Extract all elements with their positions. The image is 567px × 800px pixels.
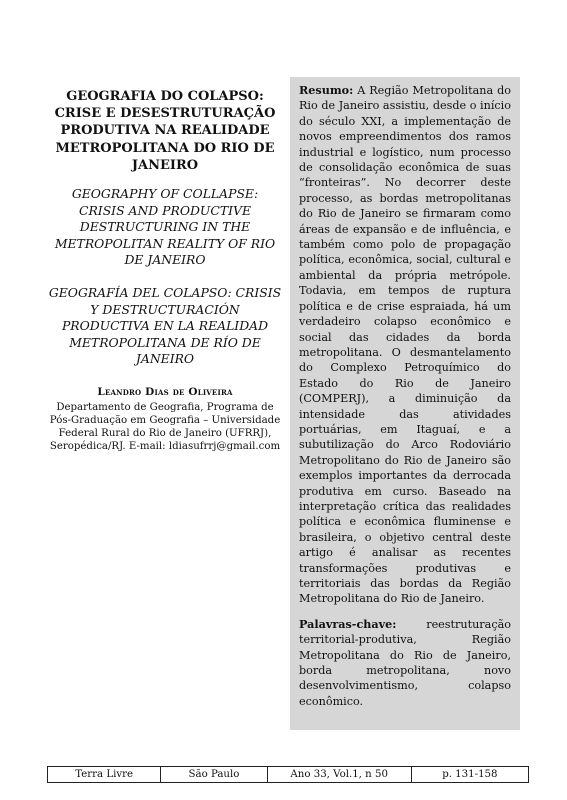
title-spanish: GEOGRAFÍA DEL COLAPSO: CRISIS Y DESTRUCTURACIÓN PRODUCTIVA EN LA REALIDAD METROPOLITANA DE RÍO DE JANEIRO: [48, 284, 282, 367]
author-name: Leandro Dias de Oliveira: [97, 385, 233, 398]
title-block: [48, 88, 282, 453]
abstract-box: [290, 77, 520, 730]
footer-journal: Terra Livre: [48, 767, 161, 782]
title-portuguese: GEOGRAFIA DO COLAPSO: CRISE E DESESTRUTURAÇÃO PRODUTIVA NA REALIDADE METROPOLITANA DO RIO DE JANEIRO: [54, 89, 276, 173]
abstract-paragraph: [299, 83, 511, 607]
abstract-label: Resumo:: [299, 83, 354, 97]
footer-city: São Paulo: [161, 767, 267, 782]
keywords-label: Palavras-chave:: [299, 616, 397, 631]
abstract-text: A Região Metropolitana do Rio de Janeiro assistiu, desde o início do século XXI, a implementação de novos empreendimentos dos ramos industrial e logístico, num processo de consolidação econômica de suas “fronteiras”. No decorrer deste processo, as bordas metropolitanas do Rio de Janeiro se firmaram como áreas de expansão e de influência, e também como polo de propagação política, econômica, social, cultural e ambiental da própria metrópole. Todavia, em tempos de ruptura política e de crise espraiada, há um verdadeiro colapso econômico e social das cidades da borda metropolitana. O desmantelamento do Complexo Petroquímico do Estado do Rio de Janeiro (COMPERJ), a diminuição da intensidade das atividades portuárias, em Itaguaí, e a subutilização do Arco Rodoviário Metropolitano do Rio de Janeiro são exemplos importantes da derrocada produtiva em curso. Baseado na interpretação crítica das realidades política e econômica fluminense e brasileira, o objetivo central deste artigo é analisar as recentes transformações produtivas e territoriais das bordas da Região Metropolitana do Rio de Janeiro.: [299, 84, 511, 606]
footer-pages: p. 131-158: [442, 769, 498, 780]
journal-footer: [47, 766, 529, 783]
keywords-text: reestruturação territorial-produtiva, Região Metropolitana do Rio de Janeiro, borda metropolitana, novo desenvolvimentismo, colapso econômico.: [299, 617, 511, 708]
author-affiliation: Departamento de Geografia, Programa de Pós-Graduação em Geografia – Universidade Federal Rural do Rio de Janeiro (UFRRJ), Seropédica/RJ. E-mail: ldiasufrrj@gmail.com: [49, 401, 281, 453]
footer-volume: Ano 33, Vol.1, n 50: [268, 767, 412, 782]
title-english: GEOGRAPHY OF COLLAPSE: CRISIS AND PRODUCTIVE DESTRUCTURING IN THE METROPOLITAN REALITY OF RIO DE JANEIRO: [54, 186, 276, 268]
keywords-paragraph: [299, 617, 511, 709]
